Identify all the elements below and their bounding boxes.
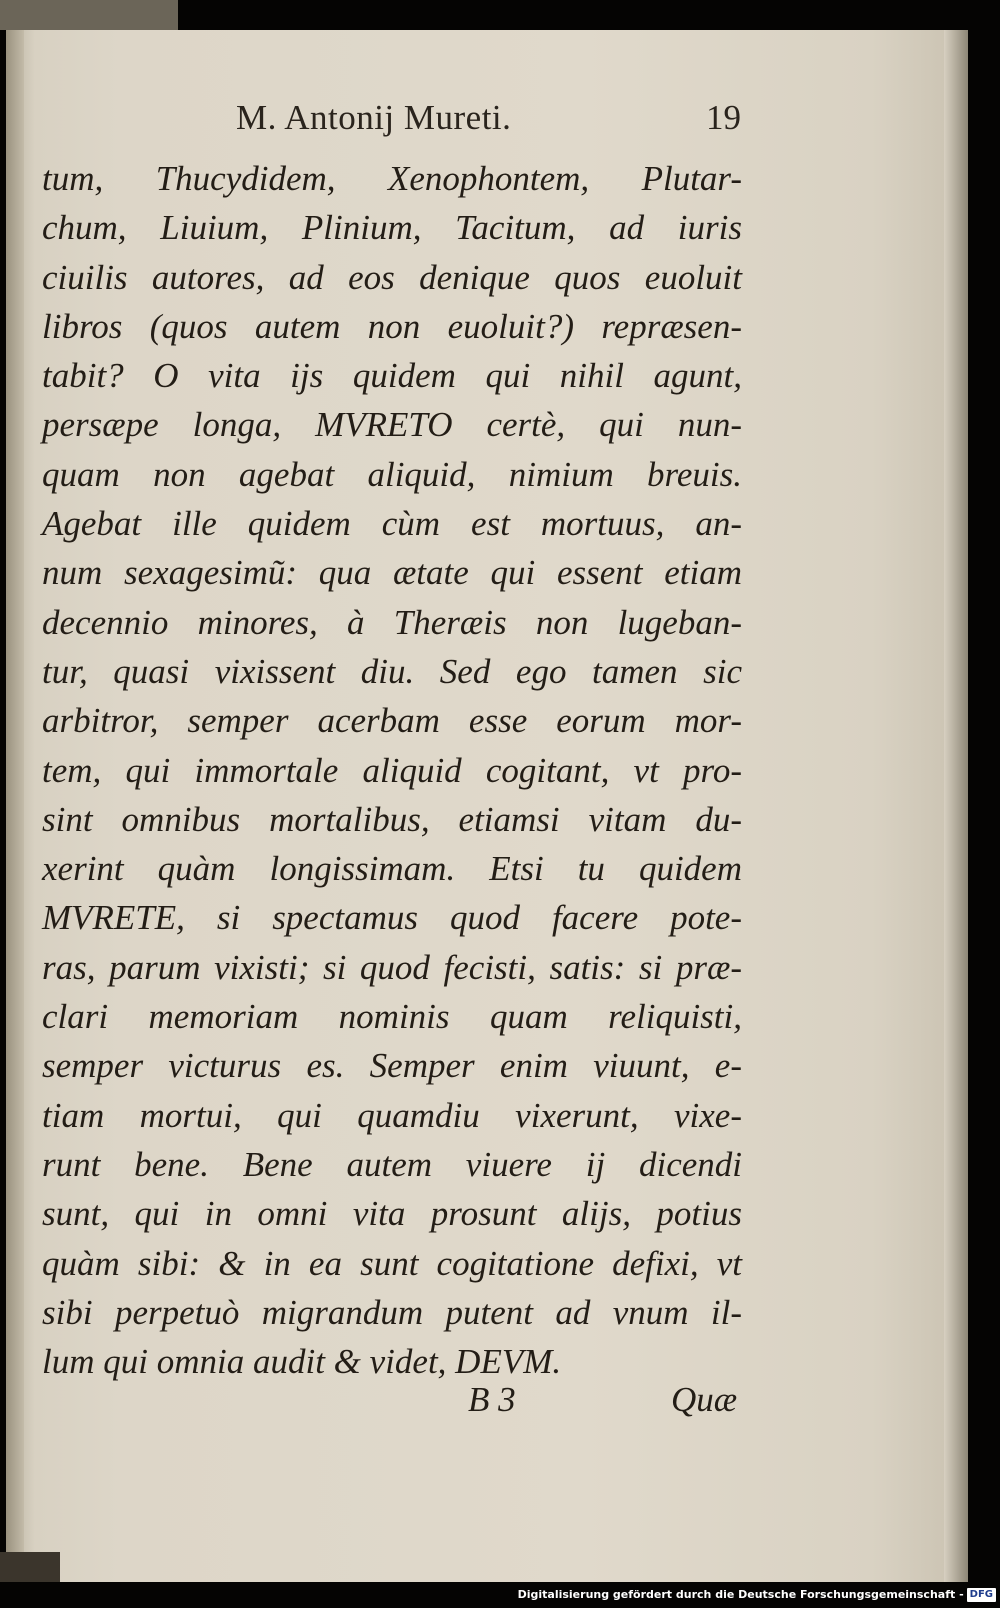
text-line: clari memoriam nominis quam reliquisti, [42, 997, 742, 1037]
text-line: sunt, qui in omni vita prosunt alijs, potius [42, 1194, 742, 1234]
text-line: num sexagesimũ: qua ætate qui essent etiam [42, 553, 742, 593]
catchword: Quæ [671, 1380, 738, 1419]
text-line: quam non agebat aliquid, nimium breuis. [42, 454, 742, 494]
text-line: libros (quos autem non euoluit?) repræsen- [42, 306, 742, 346]
page-number: 19 [706, 98, 741, 137]
text-line: MVRETE, si spectamus quod facere pote- [42, 898, 742, 938]
text-line: chum, Liuium, Plinium, Tacitum, ad iuris [42, 208, 742, 248]
text-line: semper victurus es. Semper enim viuunt, e- [42, 1046, 742, 1086]
book-page [6, 30, 968, 1582]
page-corner-scrap [0, 0, 178, 30]
page-gutter [6, 30, 24, 1582]
page-corner-scrap-bottom [0, 1552, 60, 1582]
digitization-credit [518, 1584, 996, 1606]
credit-text: Digitalisierung gefördert durch die Deutsche Forschungsgemeinschaft - [517, 1588, 964, 1601]
text-line: tur, quasi vixissent diu. Sed ego tamen sic [42, 651, 742, 691]
text-line: runt bene. Bene autem viuere ij dicendi [42, 1144, 742, 1184]
text-line: xerint quàm longissimam. Etsi tu quidem [42, 849, 742, 889]
text-line: ras, parum vixisti; si quod fecisti, satis: si præ- [42, 947, 742, 987]
page-outer-edge [944, 30, 968, 1582]
text-line: lum qui omnia audit & videt, DEVM. [42, 1342, 562, 1382]
text-line: persæpe longa, MVRETO certè, qui nun- [42, 405, 742, 445]
dfg-logo: DFG [967, 1588, 996, 1602]
text-line: sint omnibus mortalibus, etiamsi vitam du- [42, 799, 742, 839]
text-line: arbitror, semper acerbam esse eorum mor- [42, 701, 742, 741]
text-line: tem, qui immortale aliquid cogitant, vt pro- [42, 750, 742, 790]
body-text [42, 154, 742, 1386]
text-line: tum, Thucydidem, Xenophontem, Plutar- [42, 159, 742, 198]
text-line: tabit? O vita ijs quidem qui nihil agunt, [42, 356, 742, 396]
running-head-title: M. Antonij Mureti. [236, 98, 512, 137]
signature-mark: B 3 [468, 1380, 516, 1419]
text-line: quàm sibi: & in ea sunt cogitatione defixi, vt [42, 1243, 742, 1283]
text-line: ciuilis autores, ad eos denique quos euoluit [42, 257, 742, 297]
text-line: Agebat ille quidem cùm est mortuus, an- [42, 504, 742, 544]
text-line: tiam mortui, qui quamdiu vixerunt, vixe- [42, 1095, 742, 1135]
text-line: sibi perpetuò migrandum putent ad vnum il- [42, 1292, 742, 1332]
text-line: decennio minores, à Theræis non lugeban- [42, 602, 742, 642]
